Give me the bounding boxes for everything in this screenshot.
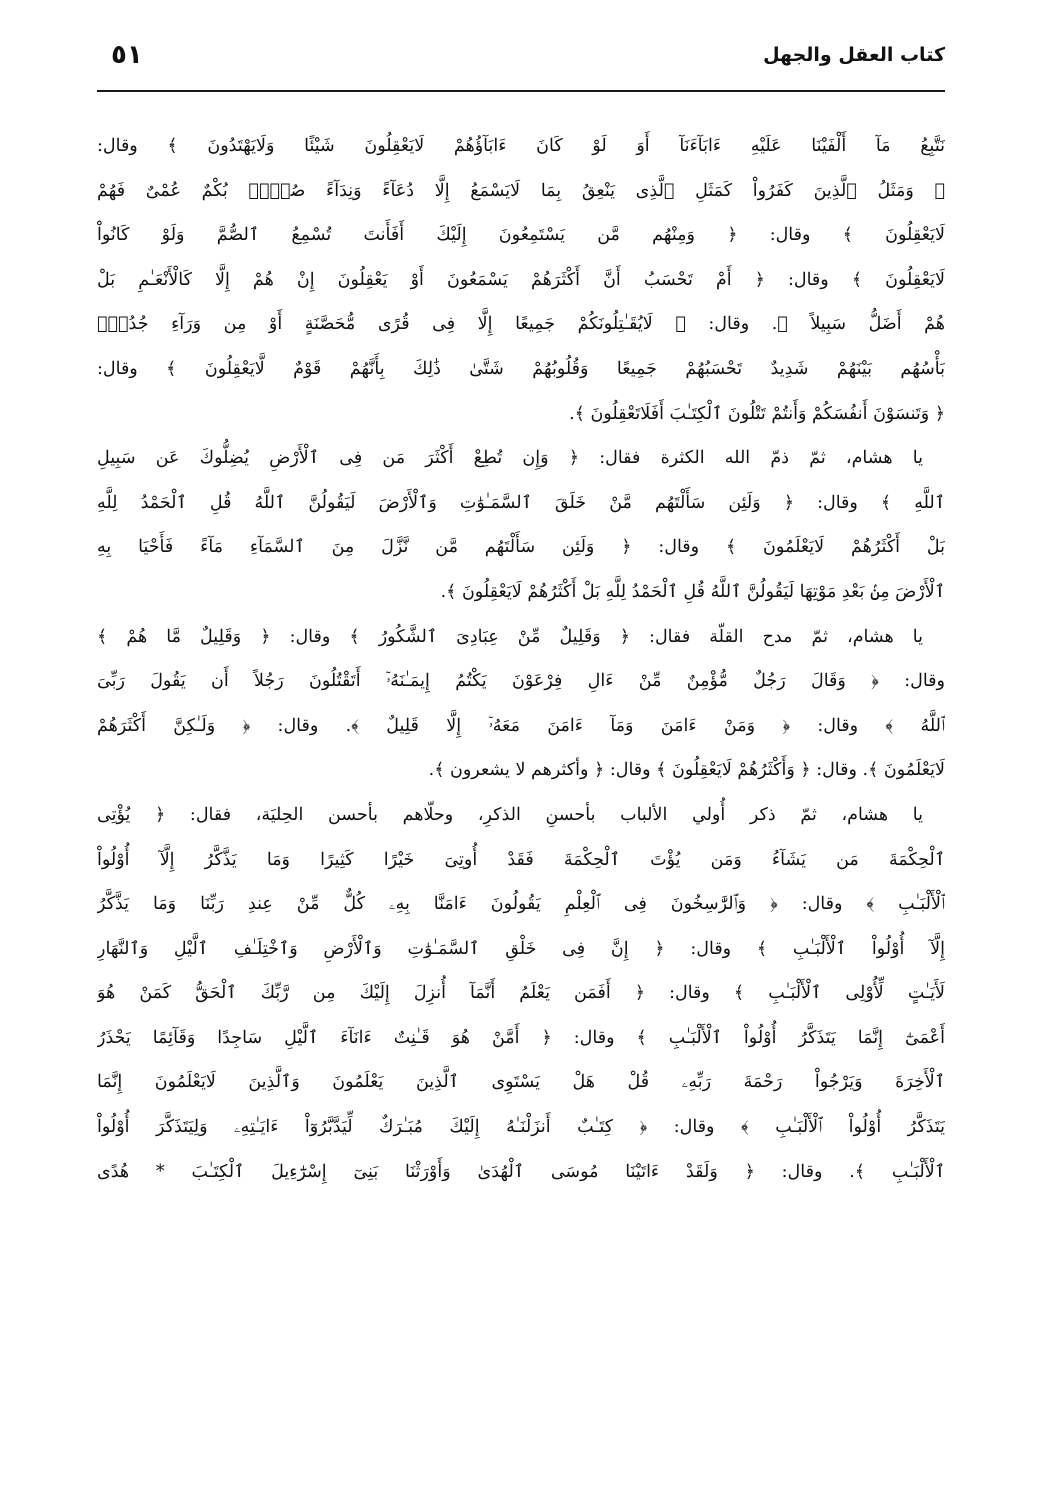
body-text: [97, 124, 945, 1194]
text-line: ٱللَّهُ ﴾ وقال: ﴿ وَمَنْ ءَامَنَ وَمَآ ءَامَنَ مَعَهُۥٓ إِلَّا قَلِيلٌ ﴾. وقال: ﴿ وَلَـٰكِنَّ أَكْثَرَهُمْ: [97, 715, 945, 736]
text-line: ٱلْأَخِرَةَ وَيَرْجُواْ رَحْمَةَ رَبِّهِۦ قُلْ هَلْ يَسْتَوِى ٱلَّذِينَ يَعْلَمُونَ وَٱلَّذِينَ لَايَعْلَمُونَ إِنَّمَا: [97, 1072, 945, 1093]
text-line: لَأَيَـٰتٍ لِّأُوْلِى ٱلْأَلْبَـٰبِ ﴾ وقال: ﴿ أَفَمَن يَعْلَمُ أَنَّمَآ أُنزِلَ إِلَيْكَ مِن رَّبِّكَ ٱلْحَقُّ كَمَنْ هُوَ: [97, 983, 945, 1004]
text-line: بَلْ أَكْثَرُهُمْ لَايَعْلَمُونَ ﴾ وقال: ﴿ وَلَئِن سَأَلْتَهُم مَّن نَّزَّلَ مِنَ ٱلسَّمَآءِ مَآءً فَأَحْيَا بِهِ: [97, 537, 945, 558]
text-line: ٱلْحِكْمَةَ مَن يَشَآءُ وَمَن يُؤْتَ ٱلْحِكْمَةَ فَقَدْ أُوتِىَ خَيْرًا كَثِيرًا وَمَا يَذَّكَّرُ إِلَّآ أُوْلُواْ: [97, 849, 945, 870]
text-line: ٱللَّهِ ﴾ وقال: ﴿ وَلَئِن سَأَلْتَهُم مَّنْ خَلَقَ ٱلسَّمَـٰوَٰتِ وَٱلْأَرْضَ لَيَقُولُنَّ ٱللَّهُ قُلِ ٱلْحَمْدُ لِلَّهِ: [97, 492, 945, 513]
text-line: بَأْسُهُم بَيْنَهُمْ شَدِيدٌ تَحْسَبُهُمْ جَمِيعًا وَقُلُوبُهُمْ شَتَّىٰ ذَٰلِكَ بِأَنَّهُمْ قَوْمٌ لَّايَعْقِلُونَ ﴾ وقال:: [97, 358, 945, 379]
text-line: ٱلْأَرْضَ مِنۢ بَعْدِ مَوْتِهَا لَيَقُولُنَّ ٱللَّهُ قُلِ ٱلْحَمْدُ لِلَّهِ بَلْ أَكْثَرُهُمْ لَايَعْقِلُونَ ﴾.: [440, 581, 945, 602]
text-line: لَايَعْقِلُونَ ﴾ وقال: ﴿ أَمْ تَحْسَبُ أَنَّ أَكْثَرَهُمْ يَسْمَعُونَ أَوْ يَعْقِلُونَ إِنْ هُمْ إِلَّا كَالْأَنْعَـٰمِ بَلْ: [97, 269, 945, 290]
text-line: وقال: ﴿ وَقَالَ رَجُلٌ مُّؤْمِنٌ مِّنْ ءَالِ فِرْعَوْنَ يَكْتُمُ إِيمَـٰنَهُۥٓ أَتَقْتُلُونَ رَجُلاً أَن يَقُولَ رَبِّىَ: [97, 671, 945, 692]
text-line: يا هشام، ثمّ ذمّ الله الكثرة فقال: ﴿ وَإِن تُطِعْ أَكْثَرَ مَن فِى ٱلْأَرْضِ يُضِلُّوكَ عَن سَبِيلِ: [97, 448, 923, 469]
paragraph-4: [97, 793, 945, 1194]
page-number: ٥١: [111, 40, 143, 70]
text-line: ٱلْأَلْبَـٰبِ ﴾ وقال: ﴿ وَٱلرَّٰسِخُونَ فِى ٱلْعِلْمِ يَقُولُونَ ءَامَنَّا بِهِۦ كُلٌّ مِّنْ عِندِ رَبِّنَا وَمَا يَذَّكَّرُ: [97, 894, 945, 915]
text-line: يَتَذَكَّرُ أُوْلُواْ ٱلْأَلْبَـٰبِ ﴾ وقال: ﴿ كِتَـٰبٌ أَنزَلْنَـٰهُ إِلَيْكَ مُبَـٰرَكٌ لِّيَدَّبَّرُوٓاْ ءَايَـٰتِهِۦ وَلِيَتَذَكَّرَ أُوْلُواْ: [97, 1117, 945, 1138]
text-line: لَايَعْقِلُونَ ﴾ وقال: ﴿ وَمِنْهُم مَّن يَسْتَمِعُونَ إِلَيْكَ أَفَأَنتَ تُسْمِعُ ٱلصُّمَّ وَلَوْ كَانُواْ: [97, 225, 945, 246]
text-line: أَعْمَىٰٓ إِنَّمَا يَتَذَكَّرُ أُوْلُواْ ٱلْأَلْبَـٰبِ ﴾ وقال: ﴿ أَمَّنْ هُوَ قَـٰنِتٌ ءَانَآءَ ٱلَّيْلِ سَاجِدًا وَقَآئِمًا يَحْذَرُ: [97, 1027, 945, 1048]
paragraph-1: [97, 124, 945, 436]
text-line: نَتَّبِعُ مَآ أَلْفَيْنَا عَلَيْهِ ءَابَآءَنَآ أَوَ لَوْ كَانَ ءَابَآؤُهُمْ لَايَعْقِلُونَ شَيْئًا وَلَايَهْتَدُونَ ﴾ وقال:: [97, 136, 945, 156]
text-line: يا هشام، ثمّ ذكر أُولي الألباب بأحسنِ الذكرِ، وحلّاهم بأحسن الحِليَة، فقال: ﴿ يُؤْتِى: [97, 804, 923, 825]
text-line: ﴿ وَتَنسَوْنَ أَنفُسَكُمْ وَأَنتُمْ تَتْلُونَ ٱلْكِتَـٰبَ أَفَلَاتَعْقِلُونَ ﴾.: [569, 403, 945, 424]
text-line: ﴿ وَمَثَلُ ٱلَّذِينَ كَفَرُواْ كَمَثَلِ ٱلَّذِى يَنْعِقُ بِمَا لَايَسْمَعُ إِلَّا دُعَآءً وَنِدَآءً صُمٌّۢ بُكْمٌ عُمْىٌ فَهُمْ: [97, 180, 945, 201]
text-line: هُمْ أَضَلُّ سَبِيلاً ﴾. وقال: ﴿ لَايُقَـٰتِلُونَكُمْ جَمِيعًا إِلَّا فِى قُرًى مُّحَصَّنَةٍ أَوْ مِن وَرَآءِ جُدُرٍۭ: [97, 314, 945, 335]
running-header: [97, 34, 945, 92]
book-title: كتاب العقل والجهل: [763, 44, 945, 66]
text-line: لَايَعْلَمُونَ ﴾. وقال: ﴿ وَأَكْثَرُهُمْ لَايَعْقِلُونَ ﴾ وقال: ﴿ وأكثرهم لا يشعرون ﴾.: [428, 760, 945, 781]
text-line: يا هشام، ثمّ مدح القلّة فقال: ﴿ وَقَلِيلٌ مِّنْ عِبَادِىَ ٱلشَّكُورُ ﴾ وقال: ﴿ وَقَلِيلٌ مَّا هُمْ ﴾: [97, 626, 923, 647]
paragraph-2: [97, 436, 945, 614]
text-line: إِلَّآ أُوْلُواْ ٱلْأَلْبَـٰبِ ﴾ وقال: ﴿ إِنَّ فِى خَلْقِ ٱلسَّمَـٰوَٰتِ وَٱلْأَرْضِ وَٱخْتِلَـٰفِ ٱلَّيْلِ وَٱلنَّهَارِ: [97, 938, 945, 959]
paragraph-3: [97, 615, 945, 793]
text-line: ٱلْأَلْبَـٰبِ ﴾. وقال: ﴿ وَلَقَدْ ءَاتَيْنَا مُوسَى ٱلْهُدَىٰ وَأَوْرَثْنَا بَنِىٓ إِسْرَٰٓءِيلَ ٱلْكِتَـٰبَ * هُدًى: [97, 1161, 945, 1182]
